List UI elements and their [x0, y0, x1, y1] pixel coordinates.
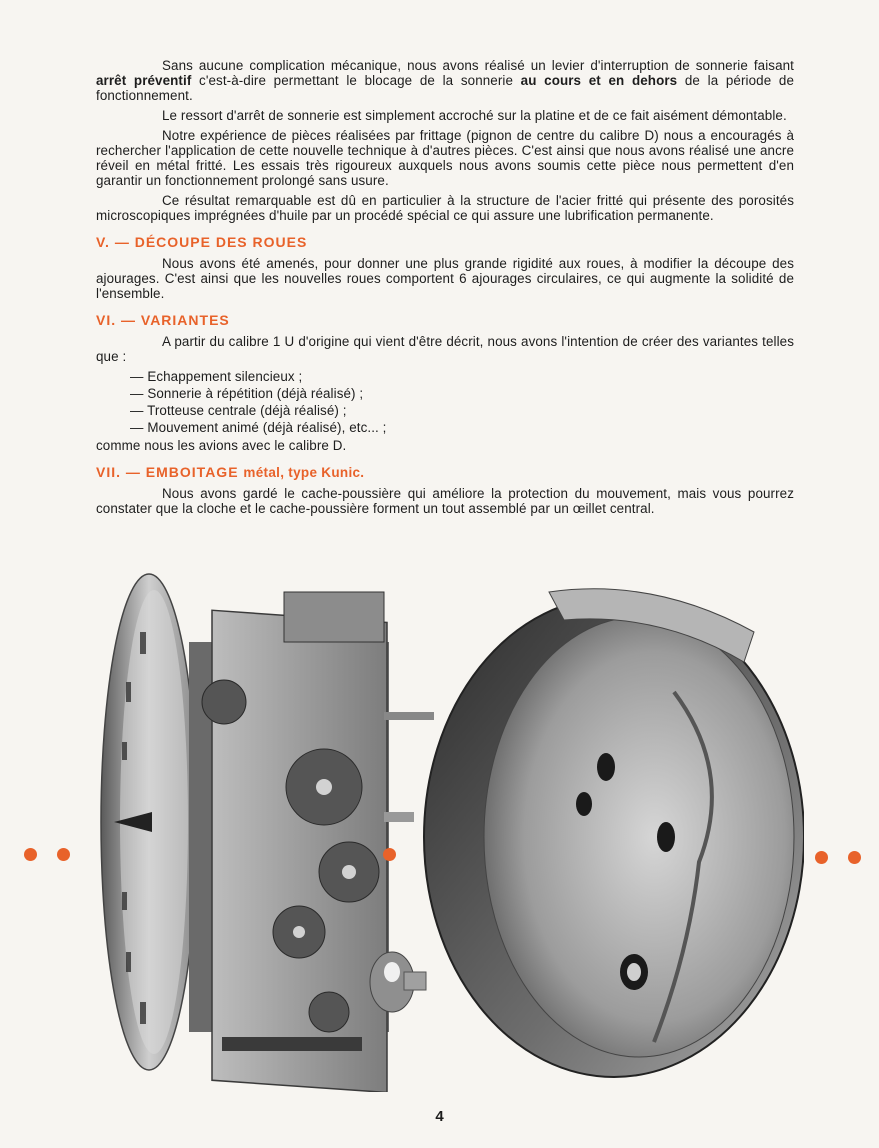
list-item: — Trotteuse centrale (déjà réalisé) ;: [130, 403, 794, 418]
heading-main: VII. — EMBOITAGE: [96, 464, 239, 480]
decorative-dot: [57, 848, 70, 861]
page-number: 4: [435, 1108, 444, 1125]
section-heading-emboitage: [96, 465, 794, 480]
decorative-dot: [383, 848, 396, 861]
clock-movement-photo: [94, 572, 804, 1092]
paragraph-variantes-closing: comme nous les avions avec le calibre D.: [96, 438, 347, 453]
paragraph-frittage: Notre expérience de pièces réalisées par frittage (pignon de centre du calibre D) nous a encouragés à rechercher l'application de cette nouvelle technique à d'autres pièces. C'est ainsi que nous avons réalisé une ancre réveil en métal fritté. Les essais très rigoureux auxquels nous avons soumis cette pièce nous permettent d'en garantir un fonctionnement prolongé sans usure.: [96, 128, 794, 188]
heading-sub: métal, type Kunic.: [243, 465, 365, 480]
text-run: Sans aucune complication mécanique, nous avons réalisé un levier d'interruption de sonnerie faisant: [162, 58, 794, 73]
case-illustration: [424, 589, 804, 1077]
dial-illustration: [101, 574, 197, 1070]
section-heading-decoupe: V. — DÉCOUPE DES ROUES: [96, 234, 308, 250]
section-heading-variantes: VI. — VARIANTES: [96, 312, 230, 328]
body-text: [96, 58, 794, 521]
decorative-dot: [815, 851, 828, 864]
list-item: — Echappement silencieux ;: [130, 369, 794, 384]
variantes-list: [96, 369, 794, 435]
text-run: c'est-à-dire permettant le blocage de la sonnerie: [191, 73, 521, 88]
paragraph-emboitage: Nous avons gardé le cache-poussière qui améliore la protection du mouvement, mais vous pourrez constater que la cloche et le cache-poussière forment un tout assemblé par un œillet central.: [96, 486, 794, 516]
paragraph-acier-fritte: Ce résultat remarquable est dû en particulier à la structure de l'acier fritté qui présente des porosités microscopiques imprégnées d'huile par un procédé spécial ce qui assure une lubrification permanente.: [96, 193, 794, 223]
list-item: — Sonnerie à répétition (déjà réalisé) ;: [130, 386, 794, 401]
oeillet-illustration: [370, 952, 426, 1012]
movement-illustration: [189, 592, 434, 1092]
decorative-dot: [24, 848, 37, 861]
decorative-dot: [848, 851, 861, 864]
bold-text: arrêt préventif: [96, 73, 192, 88]
bold-text: au cours et en dehors: [520, 73, 678, 88]
paragraph-levier: [96, 58, 794, 103]
paragraph-ressort: Le ressort d'arrêt de sonnerie est simplement accroché sur la platine et de ce fait aisément démontable.: [162, 108, 787, 123]
list-item: — Mouvement animé (déjà réalisé), etc... ;: [130, 420, 794, 435]
text-run: de la période de fonctionnement.: [96, 73, 794, 103]
paragraph-variantes-intro: A partir du calibre 1 U d'origine qui vient d'être décrit, nous avons l'intention de créer des variantes telles que :: [96, 334, 794, 364]
paragraph-decoupe: Nous avons été amenés, pour donner une plus grande rigidité aux roues, à modifier la découpe des ajourages. C'est ainsi que les nouvelles roues comportent 6 ajourages circulaires, ce qui augmente la solidité de l'ensemble.: [96, 256, 794, 301]
